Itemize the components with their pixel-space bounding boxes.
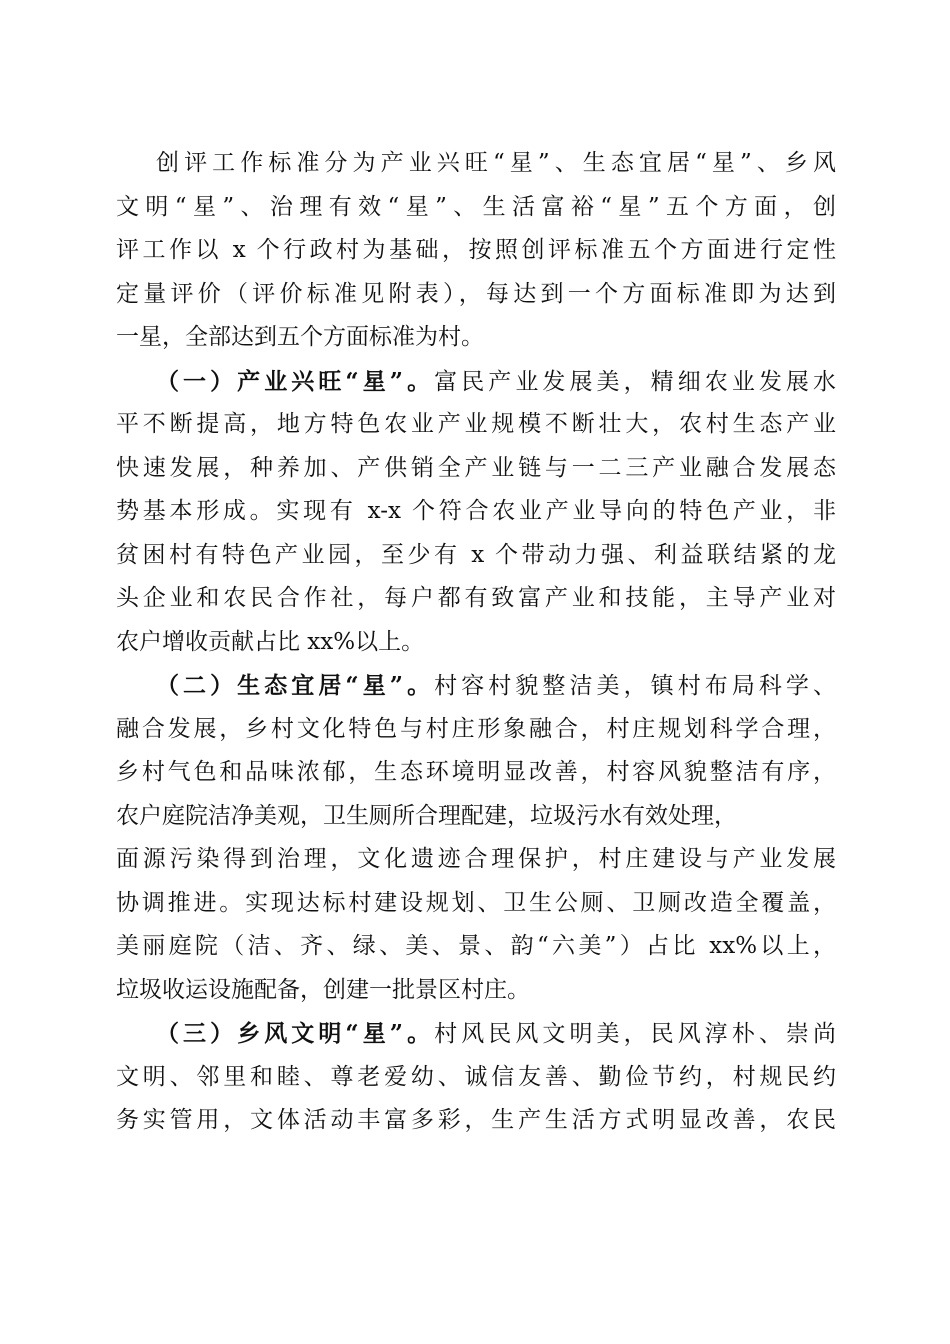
- text-line: 农户增收贡献占比 xx%以上。: [116, 628, 425, 655]
- text-line: 融合发展，乡村文化特色与村庄形象融合，村庄规划科学合理，: [116, 715, 836, 742]
- text-line: 乡村气色和品味浓郁，生态环境明显改善，村容风貌整洁有序，: [116, 759, 836, 785]
- text-line: [116, 360, 836, 404]
- text-line: [116, 664, 836, 708]
- text-line: 定量评价（评价标准见附表），每达到一个方面标准即为达到: [116, 280, 836, 307]
- text-line: 文明“星”、治理有效“星”、生活富裕“星”五个方面，创: [116, 193, 836, 220]
- text-line: 评工作以 x 个行政村为基础，按照创评标准五个方面进行定性: [116, 237, 836, 263]
- text-line: 美丽庭院（洁、齐、绿、美、景、韵“六美”）占比 xx%以上，: [116, 933, 836, 959]
- paragraph-industry: [116, 360, 836, 665]
- paragraph-ecology: [116, 664, 836, 1012]
- text-line: 农户庭院洁净美观，卫生厕所合理配建，垃圾污水有效处理，: [116, 802, 737, 829]
- text-line: 平不断提高，地方特色农业产业规模不断壮大，农村生态产业: [116, 411, 836, 437]
- text-run: 富民产业发展美，精细农业发展水: [434, 368, 836, 395]
- text-line: 一星，全部达到五个方面标准为村。: [116, 324, 484, 350]
- text-line: 创评工作标准分为产业兴旺“星”、生态宜居“星”、乡风: [156, 150, 836, 176]
- text-line: 面源污染得到治理，文化遗迹合理保护，村庄建设与产业发展: [116, 846, 836, 872]
- text-line: 贫困村有特色产业园，至少有 x 个带动力强、利益联结紧的龙: [116, 541, 836, 568]
- text-line: 务实管用，文体活动丰富多彩，生产生活方式明显改善，农民: [116, 1107, 836, 1133]
- paragraph-intro: [116, 142, 836, 360]
- section-heading: （三）乡风文明“星”。: [156, 1020, 435, 1047]
- text-line: 势基本形成。实现有 x-x 个符合农业产业导向的特色产业，非: [116, 498, 836, 524]
- text-run: 村容村貌整洁美，镇村布局科学、: [434, 673, 836, 699]
- paragraph-civilization: [116, 1012, 836, 1143]
- text-line: 快速发展，种养加、产供销全产业链与一二三产业融合发展态: [116, 454, 836, 481]
- text-line: 文明、邻里和睦、尊老爱幼、诚信友善、勤俭节约，村规民约: [116, 1063, 836, 1090]
- section-heading: （二）生态宜居“星”。: [156, 672, 435, 699]
- text-line: 协调推进。实现达标村建设规划、卫生公厕、卫厕改造全覆盖，: [116, 889, 836, 916]
- section-heading: （一）产业兴旺“星”。: [156, 367, 435, 395]
- document-body: [116, 142, 836, 1143]
- text-run: 村风民风文明美，民风淳朴、崇尚: [434, 1021, 836, 1047]
- text-line: 垃圾收运设施配备，创建一批景区村庄。: [116, 976, 530, 1003]
- text-line: 头企业和农民合作社，每户都有致富产业和技能，主导产业对: [116, 585, 836, 611]
- text-line: [116, 1012, 836, 1056]
